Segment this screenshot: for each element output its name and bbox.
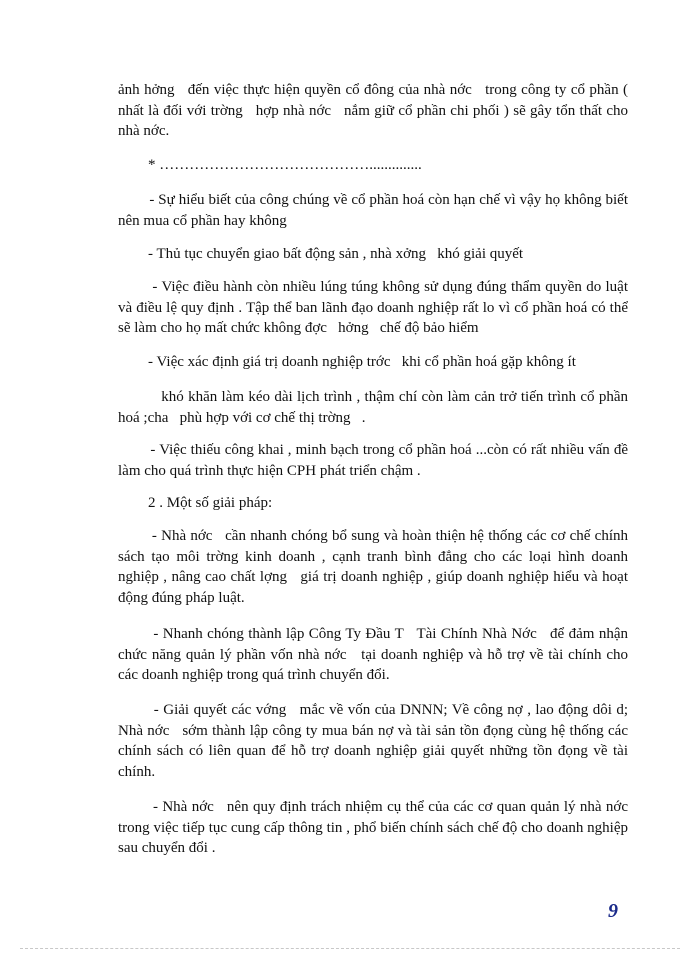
- page-number: 9: [608, 900, 618, 922]
- paragraph-4: - Thủ tục chuyển giao bất động sản , nhà xởng khó giải quyết: [118, 246, 524, 262]
- paragraph-7: khó khăn làm kéo dài lịch trình , thậm chí còn làm cản trở tiến trình cổ phần hoá ;cha phù hợp với cơ chế thị trờng .: [118, 389, 632, 426]
- paragraph-5: - Việc điều hành còn nhiều lúng túng không sử dụng đúng thẩm quyền do luật và điều lệ quy định . Tập thể ban lãnh đạo doanh nghiệp rất lo vì cổ phần hoá có thể sẽ làm cho họ mất chức không đợc hởng chế độ bảo hiểm: [118, 279, 632, 336]
- paragraph-6: - Việc xác định giá trị doanh nghiệp trớc khi cổ phần hoá gặp không ít: [118, 354, 576, 370]
- paragraph-12: - Nhà nớc nên quy định trách nhiệm cụ thể của các cơ quan quản lý nhà nớc trong việc tiếp tục cung cấp thông tin , phổ biến chính sách chế độ cho doanh nghiệp sau chuyển đổi .: [118, 799, 640, 856]
- page-bottom-divider: [20, 948, 680, 949]
- paragraph-9: - Nhà nớc cần nhanh chóng bổ sung và hoàn thiện hệ thống các cơ chế chính sách tạo môi trờng kinh doanh , cạnh tranh bình đẳng cho các loại hình doanh nghiệp , nâng cao chất lợng giá trị doanh nghiệp , giúp doanh nghiệp hiểu và hoạt động đúng pháp luật.: [118, 528, 632, 606]
- section-heading: 2 . Một số giải pháp:: [118, 495, 273, 511]
- paragraph-11: - Giải quyết các vớng mắc về vốn của DNNN; Về công nợ , lao động dôi d; Nhà nớc sớm thành lập công ty mua bán nợ và tài sản tồn đọng cùng hệ thống các chính sách có liên quan để hỗ trợ doanh nghiệp giải quyết những tồn đọng về tài chính.: [118, 702, 640, 780]
- paragraph-1: ảnh hởng đến việc thực hiện quyền cổ đông của nhà nớc trong công ty cổ phần ( nhất là đối với trờng hợp nhà nớc nắm giữ cổ phần chi phối ) sẽ gây tổn thất cho nhà nớc.: [118, 82, 632, 139]
- paragraph-3: - Sự hiểu biết của công chúng về cổ phần hoá còn hạn chế vì vậy họ không biết nên mua cổ phần hay không: [118, 192, 632, 229]
- paragraph-8: - Việc thiếu công khai , minh bạch trong cổ phần hoá ...còn có rất nhiều vấn đề làm cho quá trình thực hiện CPH phát triển chậm .: [118, 442, 632, 479]
- paragraph-10: - Nhanh chóng thành lập Công Ty Đầu T Tài Chính Nhà Nớc để đảm nhận chức năng quản lý phần vốn nhà nớc tại doanh nghiệp và hỗ trợ về tài chính cho các doanh nghiệp trong quá trình chuyển đổi.: [118, 626, 632, 683]
- paragraph-2: * ……………………………………..............: [118, 157, 422, 173]
